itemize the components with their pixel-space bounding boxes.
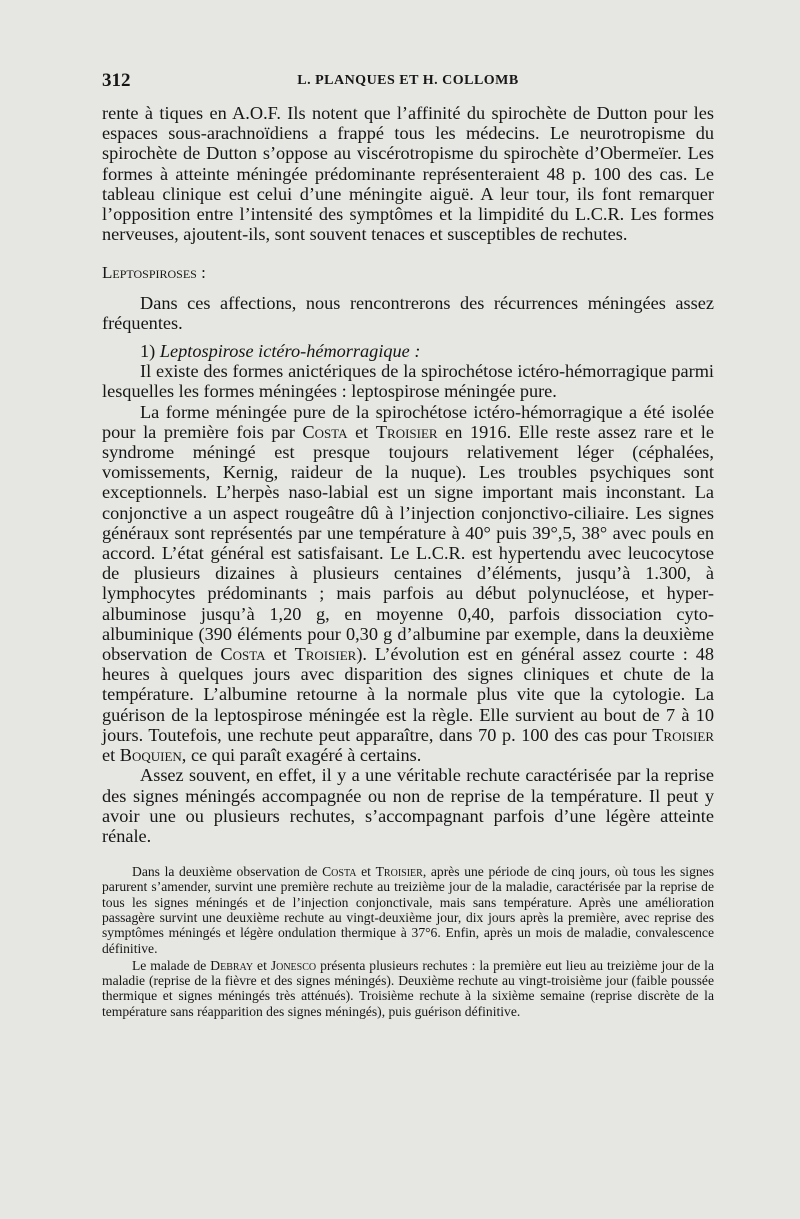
author-name: Troisier [375, 421, 438, 442]
text-run: et [356, 864, 376, 880]
text-run: , ce qui paraît exagéré à certains. [181, 745, 422, 766]
paragraph-relapse: Assez souvent, en effet, il y a une véritable rechute caractérisée par la reprise des signes méningés accompagnée ou non de reprise de la température. Il peut y avoir une ou plusieurs rechutes, s’accompagnant parfois d’une légère atteinte rénale. [102, 765, 714, 846]
text-run: en 1916. Elle reste assez rare et le syndrome méningé est presque toujours relativement léger (céphalées, vomissements, Kernig, raideur de la nuque). Les troubles psychiques sont exceptionnels. L’herpès naso-labial est un signe important mais inconstant. La conjonctive a un aspect rougeâtre dû à l’injection conjonctivo-ciliaire. Les signes généraux sont représentés par une température à 40° puis 39°,5, 38° avec pouls en accord. L’état général est satisfaisant. Le L.C.R. est hypertendu avec leucocytose de plusieurs dizaines à plusieurs centaines d’éléments, jusqu’à 1.300, à lymphocytes prédominants ; mais parfois au début polynucléose, et hyper-albuminose jusqu’à 1,20 g, en moyenne 0,40, parfois dissociation cyto-albuminique (390 éléments pour 0,30 g d’albumine par exemple, dans la deuxième observation de [102, 421, 714, 665]
section-heading-leptospiroses: Leptospiroses : [102, 263, 206, 283]
subheading-number: 1) [140, 341, 156, 362]
text-run: Dans la deuxième observation de [132, 864, 323, 880]
text-run: et [102, 745, 120, 766]
page-header [102, 70, 714, 94]
subheading [102, 341, 714, 361]
page-number: 312 [102, 70, 131, 91]
author-name: Costa [322, 864, 357, 880]
author-name: Boquien [119, 745, 182, 766]
author-name: Troisier [375, 864, 423, 880]
text-run: présenta plusieurs rechutes : la première eut lieu au treizième jour de la maladie (reprise de la fièvre et des signes méningés). Deuxième rechute au vingt-troisième jour (faible poussée thermique et signes méningés très atténués). Troisième rechute à la sixième semaine (reprise discrète de la température sans réapparition des signes méningés), puis guérison définitive. [102, 957, 714, 1019]
author-name: Debray [210, 957, 254, 973]
paragraph-continuation: rente à tiques en A.O.F. Ils notent que l’affinité du spirochète de Dutton pour les espaces sous-arachnoïdiens a frappé tous les médecins. Le neurotropisme du spirochète de Dutton s’oppose au viscérotropisme du spirochète d’Obermeïer. Les formes à atteinte méningée prédominante représenteraient 48 p. 100 des cas. Le tableau clinique est celui d’une méningite aiguë. A leur tour, ils font remarquer l’opposition entre l’intensité des symptômes et la limpidité du L.C.R. Les formes nerveuses, ajoutent-ils, sont souvent tenaces et susceptibles de rechutes. [102, 103, 714, 245]
author-name: Troisier [294, 644, 357, 665]
text-run: La forme méningée pure de la spirochétose ictéro-hémorragique a été isolée pour la première fois par [102, 401, 714, 442]
case-note-debray-jonesco [102, 958, 714, 1019]
text-run: et [265, 644, 295, 665]
subheading-title: Leptospirose ictéro-hémorragique : [159, 341, 421, 362]
paragraph-intro: Dans ces affections, nous rencontrerons des récurrences méningées assez fréquentes. [102, 292, 714, 333]
text-run: ). L’évolution est en général assez courte : 48 heures à quelques jours avec disparition des signes cliniques et chute de la température. L’albumine retourne à la normale plus vite que la cytologie. La guérison de la leptospirose méningée est la règle. Elle survient au bout de 7 à 10 jours. Toutefois, une rechute peut apparaître, dans 70 p. 100 des cas pour [102, 644, 714, 745]
page-body [102, 103, 714, 1019]
text-run: et [347, 421, 376, 442]
author-name: Costa [302, 421, 348, 442]
case-notes [102, 864, 714, 1019]
author-name: Jonesco [270, 957, 317, 973]
text-run: Le malade de [132, 957, 211, 973]
case-note-costa-troisier [102, 864, 714, 956]
author-name: Troisier [652, 724, 714, 745]
paragraph-anicteric: Il existe des formes anictériques de la spirochétose ictéro-hémorragique parmi lesquelles les formes méningées : leptospirose méningée pure. [102, 361, 714, 402]
paragraph-meningeal-form [102, 402, 714, 766]
text-run: et [253, 957, 271, 973]
text-run: , après une période de cinq jours, où tous les signes parurent s’amender, survint une première rechute au treizième jour de la maladie, caractérisée par la reprise de tous les signes méningés et de l’injection conjonctivale, mais sans température. Après une amélioration passagère survint une deuxième rechute au vingt-deuxième jour, dix jours après la première, avec reprise des symptômes méningés et légère ondulation thermique à 37°6. Enfin, après un mois de maladie, convalescence définitive. [102, 864, 714, 956]
author-name: Costa [220, 644, 266, 665]
running-title: L. PLANQUES ET H. COLLOMB [297, 73, 519, 88]
